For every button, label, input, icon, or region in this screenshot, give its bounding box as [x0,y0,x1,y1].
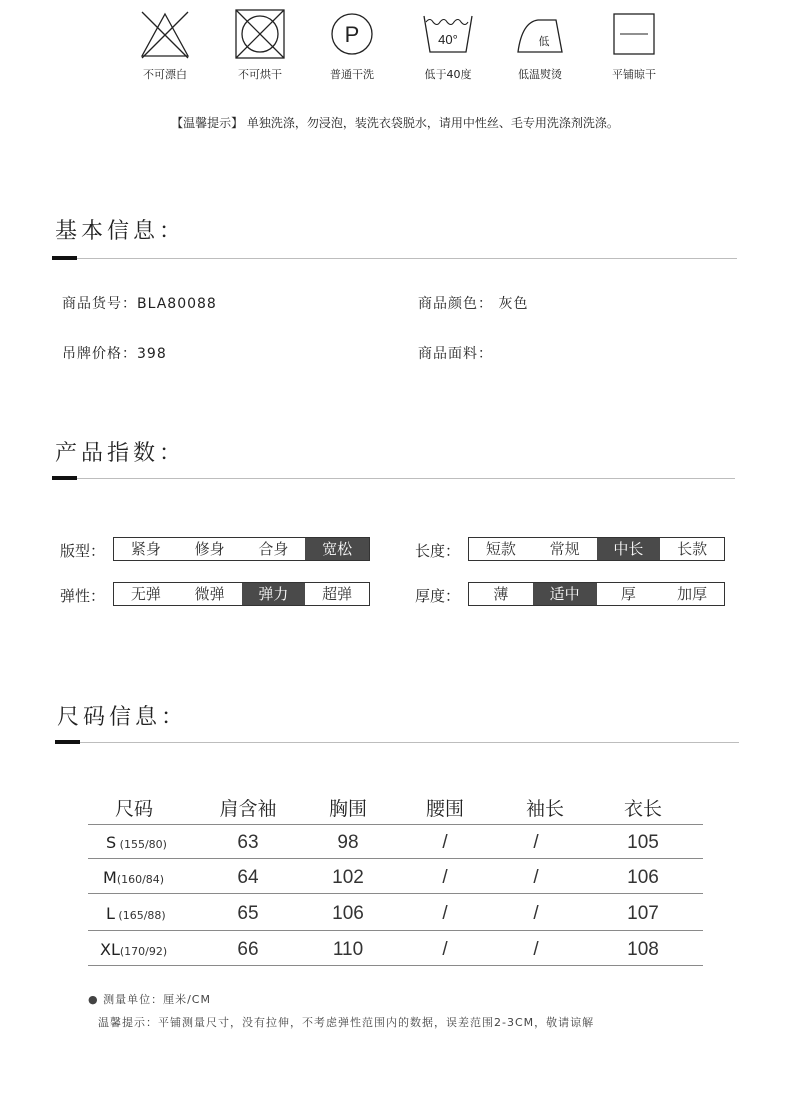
size-cell [103,868,193,887]
length-option: 中长 [597,538,661,560]
care-label: 不可漂白 [143,68,187,81]
size-header: 肩含袖 [219,798,277,820]
length-option: 长款 [677,540,708,558]
fit-option: 紧身 [130,540,161,558]
size-header: 尺码 [114,798,153,820]
basic-info-divider [52,258,737,259]
dry-clean-symbol: P [344,22,360,47]
stretch-option: 弹力 [242,583,306,605]
size-cell [100,940,190,959]
shoulder-cell: 66 [237,939,259,960]
care-low-iron [500,8,580,82]
stretch-option: 微弹 [194,585,225,603]
product-index-marker [52,476,77,480]
item-fabric-label: 商品面料： [418,346,493,362]
item-color-label: 商品颜色： [418,296,493,312]
size-code: M [103,868,117,887]
care-label: 不可烘干 [238,68,282,81]
waist-cell: / [442,903,448,924]
stretch-label: 弹性： [60,587,106,605]
fit-option: 宽松 [305,538,369,560]
size-spec: (160/84) [116,873,165,886]
care-label: 平铺晾干 [612,68,656,81]
size-info-marker [55,740,80,744]
fit-option: 合身 [258,540,289,558]
unit-note: ● 测量单位：厘米/CM [88,993,211,1006]
tag-price-value: 398 [137,346,167,362]
size-spec: (155/80) [116,838,167,851]
care-dry-clean [312,8,392,82]
care-label: 低温熨烫 [518,68,562,81]
chest-cell: 102 [332,867,364,888]
thickness-option: 厚 [620,585,636,603]
no-bleach-icon [139,8,191,60]
size-header: 袖长 [525,798,564,820]
item-number [62,293,217,313]
item-number-label: 商品货号： [62,296,137,312]
basic-info-marker [52,256,77,260]
size-header: 胸围 [328,798,367,820]
length-scale [468,537,725,561]
low-iron-icon [510,8,570,60]
size-info-title: 尺码信息： [57,705,188,730]
wash-tip: 【温馨提示】 单独洗涤，勿浸泡，装洗衣袋脱水，请用中性丝、毛专用洗涤剂洗涤。 [171,116,619,130]
flat-dry-icon [608,8,660,60]
thickness-option: 薄 [493,585,509,603]
sleeve-cell: / [533,867,539,888]
care-flat-dry [594,8,674,82]
iron-level-symbol: 低 [538,35,550,48]
size-code: L [106,904,115,923]
chest-cell: 110 [332,939,364,960]
dry-clean-p-icon [326,8,378,60]
care-label: 低于40度 [424,68,472,81]
length-cell: 105 [627,832,659,853]
length-cell: 108 [627,939,659,960]
fit-label: 版型： [60,542,106,560]
item-color-value: 灰色 [498,296,529,312]
item-fabric [418,343,493,363]
care-no-bleach [125,8,205,82]
waist-cell: / [442,939,448,960]
length-label: 长度： [415,542,461,560]
size-cell [106,833,196,852]
shoulder-cell: 63 [237,832,259,853]
size-code: XL [100,940,120,959]
no-tumble-dry-icon [234,8,286,60]
care-label: 普通干洗 [330,68,374,81]
tag-price-label: 吊牌价格： [62,346,137,362]
table-rule [88,930,703,931]
item-number-value: BLA80088 [137,296,217,312]
product-index-title: 产品指数： [55,441,186,466]
waist-cell: / [442,867,448,888]
table-rule [88,858,703,859]
size-info-divider [55,742,739,743]
product-index-divider [52,478,735,479]
fit-option: 修身 [194,540,225,558]
thickness-option: 加厚 [677,585,708,603]
table-rule [88,893,703,894]
length-option: 短款 [485,540,516,558]
length-cell: 106 [627,867,659,888]
size-spec: (170/92) [119,945,168,958]
size-code: S [106,833,117,852]
thickness-option: 适中 [533,583,597,605]
stretch-option: 无弹 [130,585,161,603]
thickness-scale [468,582,725,606]
table-rule [88,965,703,966]
length-cell: 107 [627,903,659,924]
sleeve-cell: / [533,903,539,924]
measure-tip: 温馨提示：平铺测量尺寸，没有拉伸，不考虑弹性范围内的数据，误差范围2-3CM，敬请谅解 [98,1016,595,1029]
size-cell [106,904,196,923]
chest-cell: 106 [332,903,364,924]
stretch-option: 超弹 [322,585,353,603]
item-color [418,293,528,313]
fit-scale [113,537,370,561]
care-no-tumble-dry [220,8,300,82]
table-rule [88,824,703,825]
size-header: 腰围 [425,798,464,820]
waist-cell: / [442,832,448,853]
tag-price [62,343,167,363]
size-spec: (165/88) [114,909,166,922]
wash-temp-symbol: 40° [438,32,458,47]
care-wash-40 [408,8,488,82]
sleeve-cell: / [533,832,539,853]
sleeve-cell: / [533,939,539,960]
chest-cell: 98 [337,832,359,853]
basic-info-title: 基本信息： [55,219,186,244]
wash-40-icon [418,8,478,60]
thickness-label: 厚度： [415,587,461,605]
stretch-scale [113,582,370,606]
length-option: 常规 [549,540,580,558]
shoulder-cell: 64 [237,867,259,888]
size-header: 衣长 [623,798,662,820]
shoulder-cell: 65 [237,903,259,924]
